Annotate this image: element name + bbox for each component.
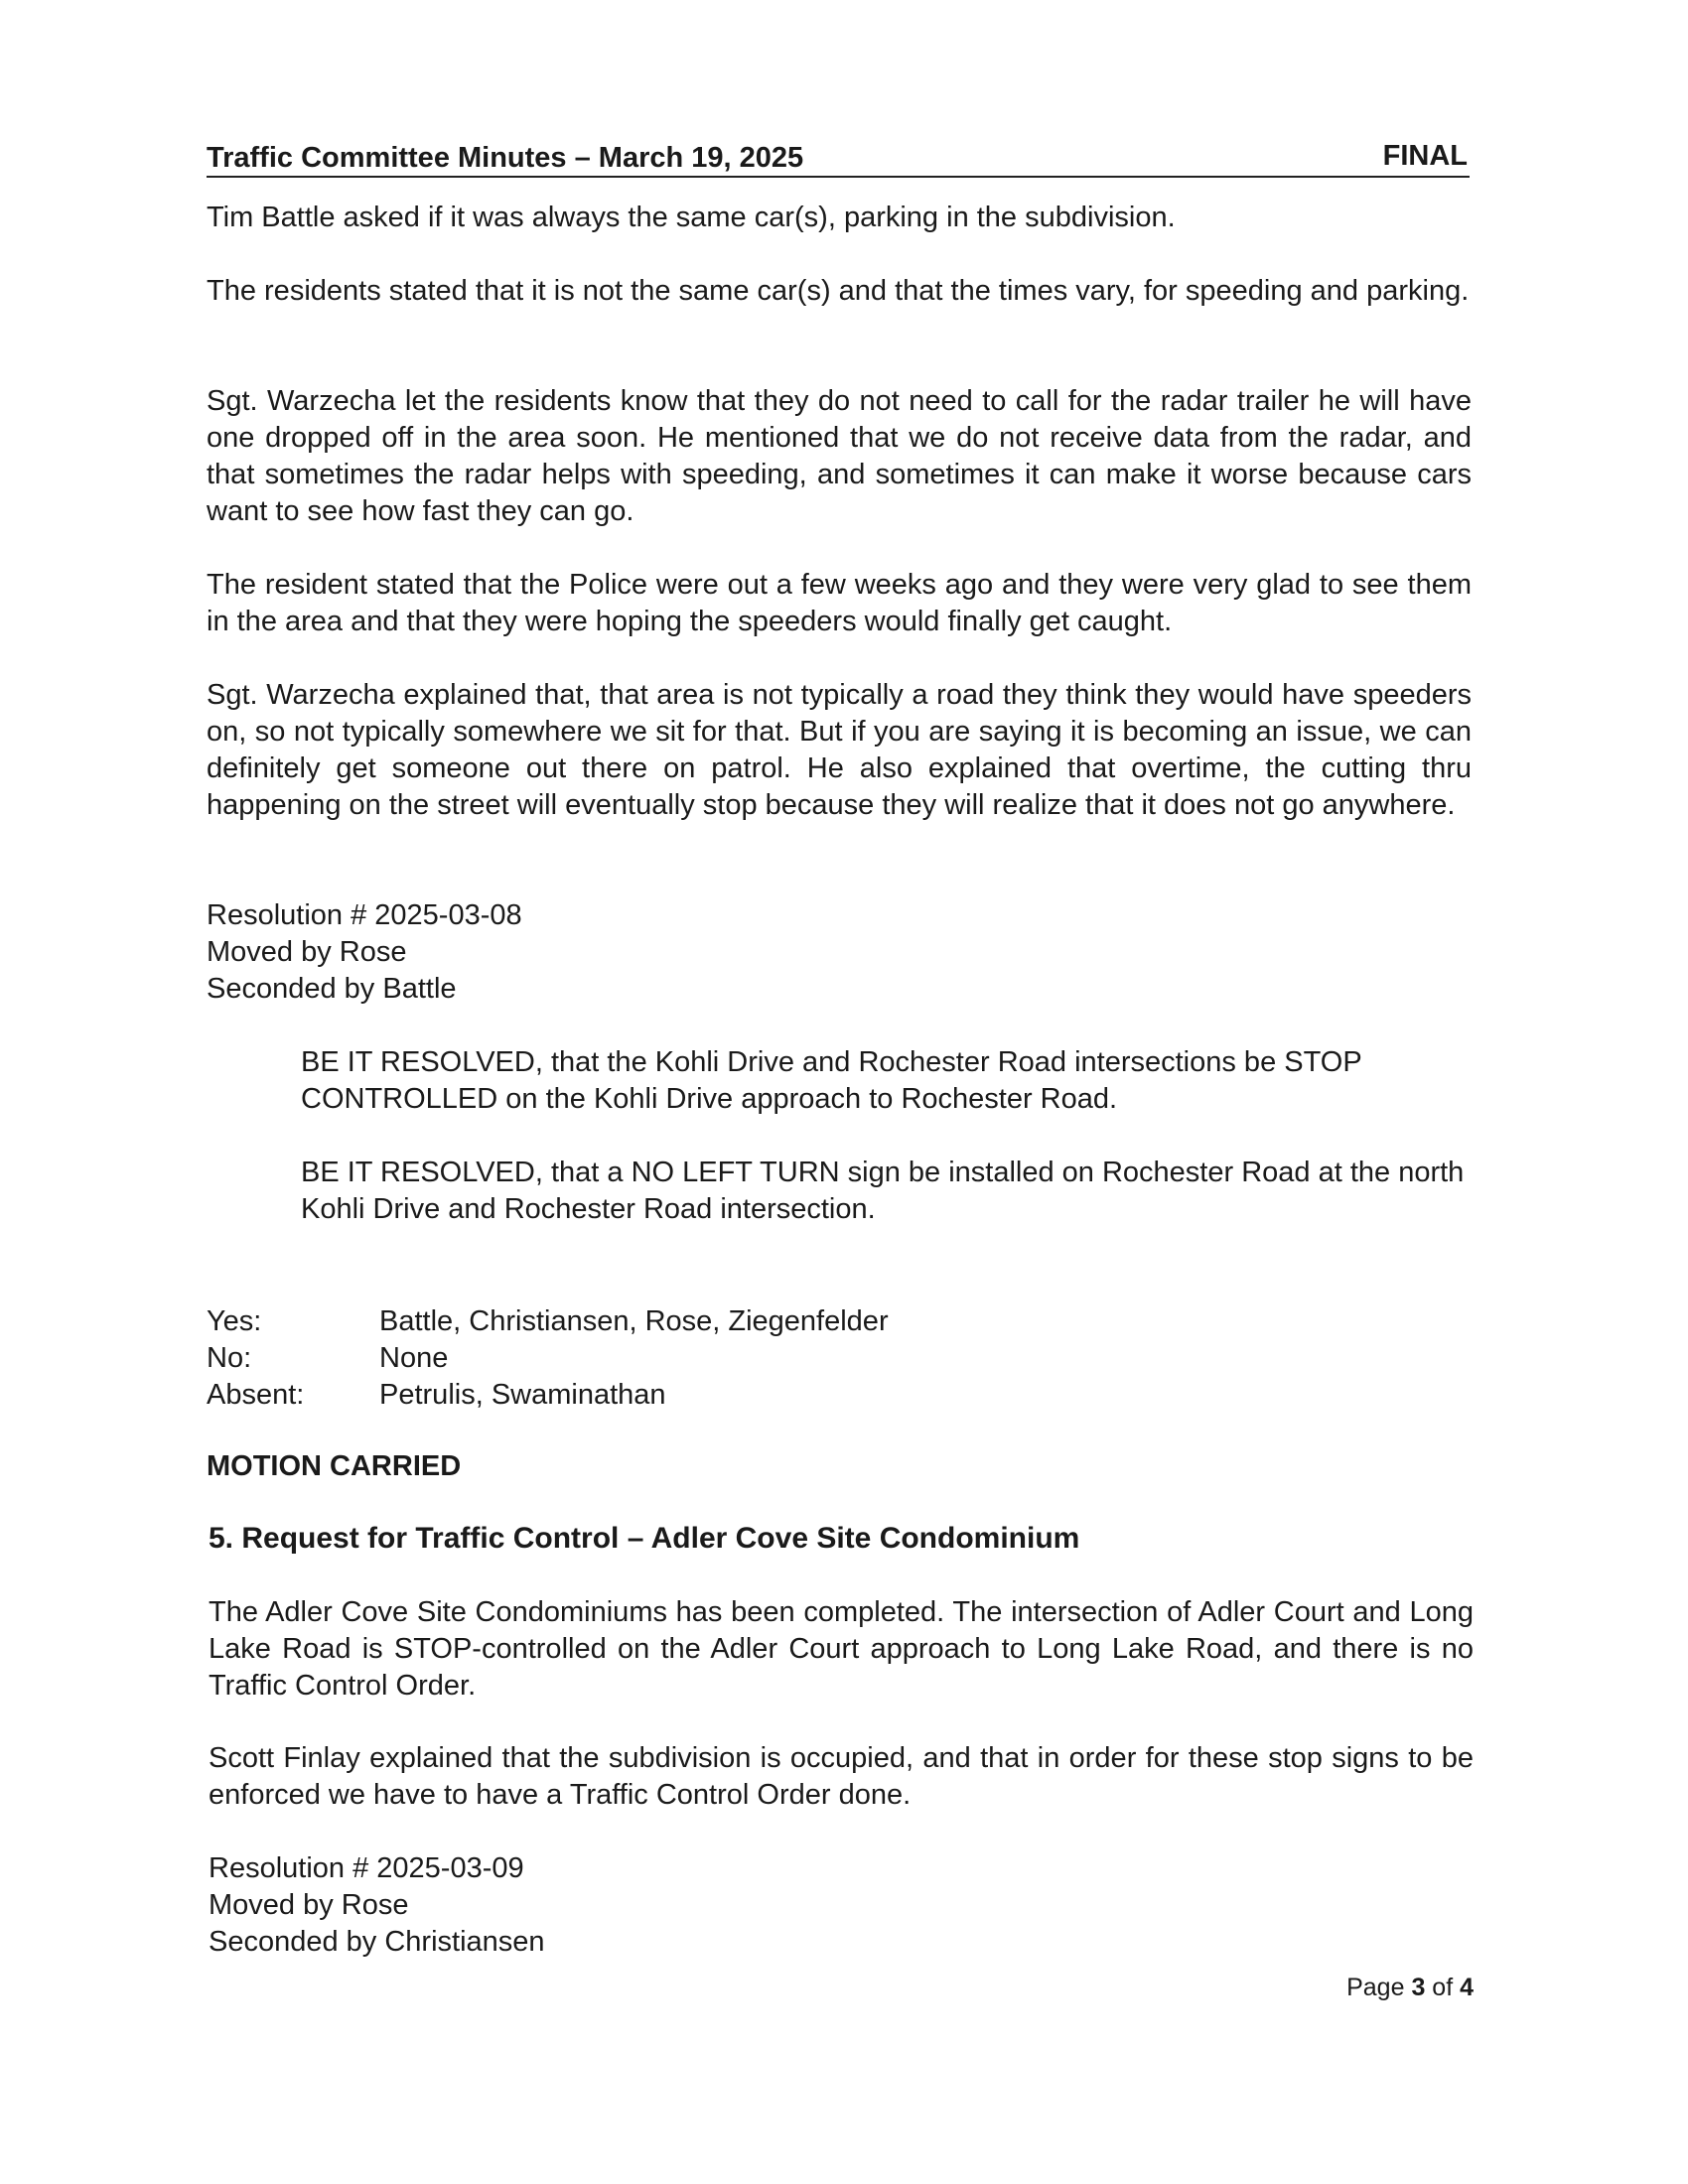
page-number [1346, 1974, 1474, 2002]
header-status: FINAL [1382, 140, 1468, 172]
paragraph-adler-cove: The Adler Cove Site Condominiums has been completed. The intersection of Adler Court and Long Lake Road is STOP-controlled on the Adler Court approach to Long Lake Road, and there is no Traffic Control Order. [209, 1596, 1474, 1702]
page-prefix: Page [1346, 1974, 1412, 2001]
paragraph-police-visit: The resident stated that the Police were out a few weeks ago and they were very glad to see them in the area and that they were hoping the speeders would finally get caught. [207, 569, 1472, 637]
vote-absent-value: Petrulis, Swaminathan [379, 1379, 666, 1411]
vote-absent-label: Absent: [207, 1379, 305, 1411]
resolution-moved-by: Moved by Rose [207, 936, 407, 968]
resolution-seconded-by-09: Seconded by Christiansen [209, 1926, 545, 1958]
resolution-seconded-by: Seconded by Battle [207, 973, 457, 1005]
vote-no-value: None [379, 1342, 449, 1374]
paragraph-residents-statement: The residents stated that it is not the same car(s) and that the times vary, for speeding and parking. [207, 275, 1470, 307]
resolved-clause-no-left-turn: BE IT RESOLVED, that a NO LEFT TURN sign be installed on Rochester Road at the north Kohli Drive and Rochester Road intersection. [301, 1157, 1465, 1225]
header-title: Traffic Committee Minutes – March 19, 2025 [207, 142, 804, 174]
paragraph-radar-trailer: Sgt. Warzecha let the residents know that they do not need to call for the radar trailer he will have one dropped off in the area soon. He mentioned that we do not receive data from the radar, and that sometimes the radar helps with speeding, and sometimes it can make it worse because cars want to see how fast they can go. [207, 385, 1472, 527]
resolution-number-09: Resolution # 2025-03-09 [209, 1852, 524, 1884]
page-current: 3 [1411, 1974, 1426, 2001]
paragraph-battle-question: Tim Battle asked if it was always the same car(s), parking in the subdivision. [207, 202, 1176, 233]
section-5-heading: 5. Request for Traffic Control – Adler Cove Site Condominium [209, 1522, 1080, 1555]
vote-no-label: No: [207, 1342, 252, 1374]
vote-yes-label: Yes: [207, 1305, 262, 1337]
page-of: of [1425, 1974, 1461, 2001]
motion-result: MOTION CARRIED [207, 1450, 462, 1482]
page-total: 4 [1460, 1974, 1474, 2001]
page-header [207, 142, 1470, 178]
resolution-number: Resolution # 2025-03-08 [207, 899, 522, 931]
paragraph-finlay-explanation: Scott Finlay explained that the subdivision is occupied, and that in order for these stop signs to be enforced we have to have a Traffic Control Order done. [209, 1742, 1474, 1811]
resolution-moved-by-09: Moved by Rose [209, 1889, 409, 1921]
paragraph-patrol-explanation: Sgt. Warzecha explained that, that area is not typically a road they think they would have speeders on, so not typically somewhere we sit for that. But if you are saying it is becoming an issue, we can definitely get someone out there on patrol. He also explained that overtime, the cutting thru happening on the street will eventually stop because they will realize that it does not go anywhere. [207, 679, 1472, 821]
resolved-clause-stop-control: BE IT RESOLVED, that the Kohli Drive and Rochester Road intersections be STOP CONTROLLED on the Kohli Drive approach to Rochester Road. [301, 1046, 1362, 1115]
vote-yes-value: Battle, Christiansen, Rose, Ziegenfelder [379, 1305, 889, 1337]
